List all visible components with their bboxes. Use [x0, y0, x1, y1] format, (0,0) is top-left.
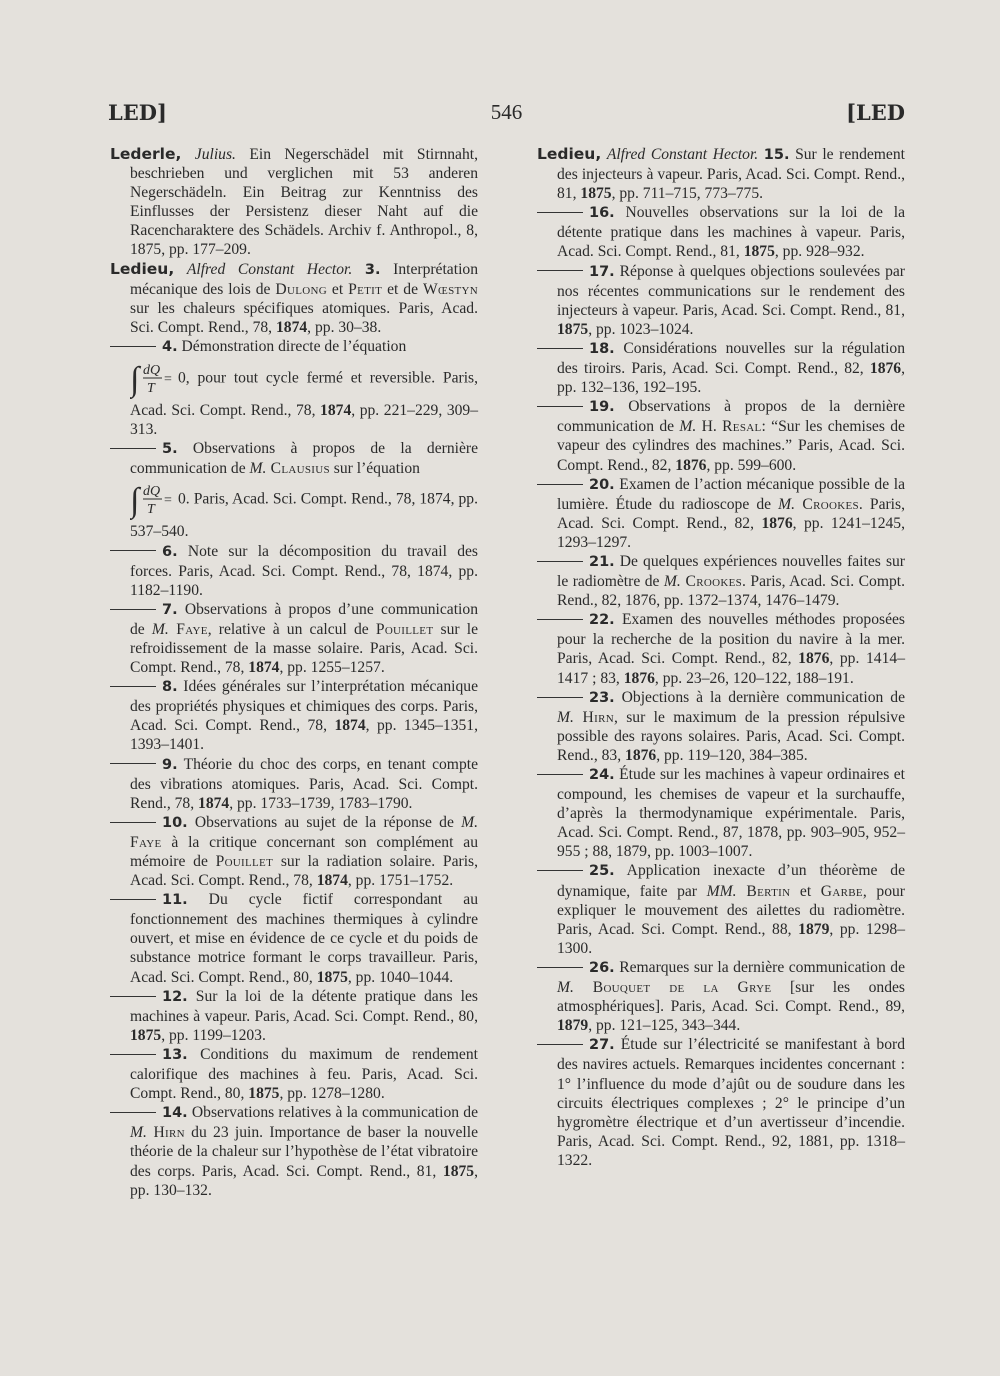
year: 1874 [316, 872, 348, 890]
author-surname: Lederle, [110, 145, 182, 163]
honorific: MM. [706, 882, 737, 900]
entry-text: Considérations nouvelles sur la régulation des tiroirs. Paris, Acad. Sci. Compt. Rend., 82, [557, 339, 905, 378]
honorific: M. [130, 1124, 147, 1142]
honorific: M. [461, 813, 478, 831]
entry-text: sur la radiation solaire. Paris, Acad. Sci. Compt. Rend., 78, [130, 853, 478, 890]
entry-12 [110, 987, 478, 1045]
person-name: Bouquet de la Grye [573, 979, 772, 997]
entry-text: et [790, 882, 821, 900]
entry-number: 21. [589, 553, 615, 570]
entry-number: 5. [162, 441, 178, 458]
entry-8 [110, 677, 478, 754]
entry-text: Étude sur l’électricité se manifestant à bord des navires actuels. Remarques incidentes concernant : 1° l’influence du mode d’ajût ou de soudure dans les circuits électriques complexes ; 2° le principe d’un hygromètre électrique et d’un avertisseur d’incendie. Paris, Acad. Sci. Compt. Rend., 92, 1881, pp. 1318–1322. [557, 1036, 905, 1169]
entry-text: Ein Negerschädel mit Stirnnaht, beschrieben und verglichen mit 53 anderen Negerschädeln. Ein Beitrag zur Kenntniss des Einflusses der Persistenz dieser Naht auf die Racencharaktere des Schädels. Archiv f. Anthropol., 8, 1875, pp. 177–209. [130, 146, 478, 259]
year: 1876 [798, 650, 830, 668]
ditto-rule [110, 822, 156, 823]
entry-text: H. [696, 418, 723, 436]
entry-text: Interprétation mécanique des lois de [130, 260, 478, 298]
year: 1876 [675, 456, 707, 474]
entry-text: sur les chaleurs spécifiques atomiques. Paris, Acad. Sci. Compt. Rend., 78, [130, 299, 478, 336]
entry-lederle [110, 145, 478, 260]
year: 1876 [625, 746, 657, 764]
entry-number: 9. [162, 756, 178, 773]
entry-text: : “Sur les chemises de vapeur des cylindres des machines.” Paris, Acad. Sci. Compt. Rend., 82, [557, 418, 905, 474]
ditto-rule [537, 1044, 583, 1045]
entry-text: , pp. 1199–1203. [161, 1026, 266, 1044]
honorific: M. [151, 620, 169, 638]
honorific: M. [249, 460, 267, 478]
entry-text: , pp. 1040–1044. [347, 968, 454, 986]
ditto-rule [110, 448, 156, 449]
entry-text: , pp. 1278–1280. [279, 1085, 385, 1103]
entry-number: 3. [364, 261, 381, 278]
entry-text: , pp. 1255–1257. [279, 659, 385, 677]
entry-number: 25. [589, 863, 615, 880]
year: 1875 [580, 185, 612, 203]
integral-formula [130, 359, 174, 399]
entry-text: Remarques sur la dernière communication de [614, 958, 905, 976]
entry-text: Observations à propos de la dernière communication de [557, 398, 905, 436]
entry-text: Nouvelles observations sur la loi de la détente pratique dans les machines à vapeur. Paris, Acad. Sci. Compt. Rend., 81, [557, 204, 905, 261]
entry-25 [537, 861, 905, 957]
entry-text: Réponse à quelques objections soulevées par nos récentes communications sur le rendement des injecteurs à vapeur. Paris, Acad. Sci. Compt. Rend., 81, [557, 262, 905, 319]
entry-text: , pp. 23–26, 120–122, 188–191. [654, 669, 854, 687]
year: 1875 [743, 243, 775, 261]
entry-27 [537, 1035, 905, 1170]
entry-text: . Paris, Acad. Sci. Compt. Rend., 82, [557, 495, 905, 532]
entry-text: Démonstration directe de l’équation [177, 337, 407, 355]
entry-number: 7. [162, 601, 178, 618]
entry-19 [537, 397, 905, 474]
ditto-rule [537, 967, 583, 968]
ditto-rule [110, 1054, 156, 1055]
entry-text: , pp. 1414–1417 ; 83, [557, 650, 905, 687]
entry-text: Examen des nouvelles méthodes proposées pour la recherche de la position du navire à la mer. Paris, Acad. Sci. Compt. Rend., 82, [557, 611, 905, 668]
svg-text:dQ: dQ [143, 363, 161, 379]
honorific: M. [557, 708, 574, 726]
year: 1876 [761, 514, 793, 532]
ditto-rule [537, 561, 583, 562]
year: 1874 [248, 659, 280, 677]
entry-number: 14. [162, 1105, 188, 1122]
honorific: M. [778, 495, 796, 513]
page-number: 546 [490, 100, 523, 124]
author-given: Alfred Constant Hector. [186, 260, 353, 278]
header-right: [LED [846, 100, 905, 125]
year: 1874 [275, 318, 308, 336]
ditto-rule [110, 1112, 156, 1113]
entry-text: , pp. 130–132. [130, 1162, 478, 1199]
person-name: Resal [722, 418, 762, 436]
entry-9 [110, 755, 478, 813]
year: 1876 [623, 669, 655, 687]
year: 1874 [198, 794, 230, 812]
right-column [537, 145, 905, 1170]
entry-text: , pp. 1345–1351, 1393–1401. [130, 717, 478, 754]
ditto-rule [537, 406, 583, 407]
ditto-rule [110, 763, 156, 764]
honorific: M. [663, 573, 681, 591]
entry-number: 23. [589, 689, 615, 706]
entry-text: sur l’équation [329, 460, 420, 478]
entry-17 [537, 262, 905, 339]
entry-number: 12. [162, 988, 188, 1005]
entry-text: De quelques expériences nouvelles faites sur le radiomètre de [557, 552, 905, 591]
entry-text: , pp. 1023–1024. [588, 320, 694, 338]
entry-text: . Paris, Acad. Sci. Compt. Rend., 78, 1874, pp. 537–540. [130, 490, 478, 541]
person-name: Faye [168, 620, 208, 638]
entry-20 [537, 475, 905, 552]
entry-23 [537, 688, 905, 765]
svg-text:=: = [164, 372, 172, 388]
entry-text: , relative à un calcul de [207, 620, 376, 638]
entry-text: Application inexacte d’un théorème de dynamique, faite par [557, 862, 905, 900]
entry-text: Observations à propos d’une communication de [130, 600, 478, 638]
year: 1875 [557, 320, 589, 338]
entry-10 [110, 813, 478, 890]
ditto-rule [110, 899, 156, 900]
ditto-rule [110, 346, 156, 347]
entry-text: et de [382, 280, 423, 298]
person-name: Pouillet [375, 620, 434, 638]
entry-text: , pp. 928–932. [774, 243, 865, 261]
entry-text: , pp. 599–600. [706, 456, 797, 474]
honorific: M. [679, 418, 697, 436]
entry-number: 13. [162, 1046, 188, 1063]
entry-number: 10. [162, 814, 188, 831]
person-name: Hirn [573, 708, 614, 726]
svg-text:T: T [147, 381, 155, 397]
author-given: Julius. [194, 146, 236, 163]
entry-number: 20. [589, 476, 615, 493]
ditto-rule [110, 550, 156, 551]
person-name: Wœstyn [422, 280, 478, 298]
person-name: Petit [348, 280, 383, 298]
honorific: M. [557, 979, 574, 997]
entry-text: , pp. 221–229, 309–313. [130, 402, 478, 439]
year: 1874 [334, 717, 366, 735]
ditto-rule [537, 348, 583, 349]
entry-text: Examen de l’action mécanique possible de la lumière. Étude du radioscope de [557, 475, 905, 513]
ditto-rule [110, 996, 156, 997]
entry-text: Sur la loi de la détente pratique dans les machines à vapeur. Paris, Acad. Sci. Compt. Rend., 80, [130, 987, 478, 1025]
entry-text: Idées générales sur l’interprétation mécanique des propriétés physiques et chimiques des corps. Paris, Acad. Sci. Compt. Rend., 78, [130, 678, 478, 735]
ditto-rule [110, 609, 156, 610]
entry-5: 5. Observations à propos de la dernière communication de M. Clausius sur l’équation ∫ dQ T = 0. Paris, Acad. Sci. Compt. Rend., 78, 1874, pp. 537–540. [110, 439, 478, 541]
entry-text: à la critique concernant son complément au mémoire de [130, 833, 478, 870]
year: 1875 [130, 1026, 162, 1044]
author-surname: Ledieu, [110, 259, 175, 278]
year: 1875 [442, 1162, 475, 1180]
entry-text: , pp. 1733–1739, 1783–1790. [229, 794, 413, 812]
entry-text: , pp. 121–125, 343–344. [588, 1017, 741, 1035]
entry-number: 24. [589, 767, 615, 783]
entry-24 [537, 765, 905, 861]
entry-text: sur le refroidissement de la masse solaire. Paris, Acad. Sci. Compt. Rend., 78, [130, 620, 479, 677]
entry-number: 8. [162, 679, 178, 696]
person-name: Bertin [736, 882, 791, 900]
entry-text: Observations relatives à la communication de [187, 1104, 478, 1122]
entry-text: Observations à propos de la dernière communication de [130, 440, 478, 478]
svg-text:∫: ∫ [130, 361, 140, 399]
entry-text: , pp. 1298–1300. [557, 920, 905, 957]
entry-ledieu-3 [110, 260, 478, 337]
entry-15 [537, 145, 905, 203]
entry-text: , pp. 711–715, 773–775. [611, 185, 764, 203]
entry-text: du 23 juin. Importance de baser la nouvelle théorie de la chaleur sur l’hypothèse de l’état vibratoire des corps. Paris, Acad. Sci. Compt. Rend., 81, [130, 1124, 478, 1180]
entry-number: 15. [763, 147, 790, 163]
entry-number: 11. [162, 892, 188, 909]
entry-7 [110, 600, 478, 677]
person-name: Clausius [266, 460, 330, 478]
person-name: Garbe [820, 882, 863, 900]
year: 1874 [320, 402, 352, 420]
svg-text:dQ: dQ [143, 484, 161, 500]
entry-text: Observations au sujet de la réponse de [187, 813, 462, 831]
person-name: Faye [130, 833, 162, 851]
ditto-rule [537, 774, 583, 775]
svg-text:=: = [164, 493, 172, 509]
integral-formula [130, 480, 174, 520]
entry-text: Du cycle fictif correspondant au fonctionnement des machines thermiques à cylindre ouvert, et mise en évidence de ce cycle et du poids de substance motrice formant le corps travailleur. Paris, Acad. Sci. Compt. Rend., 80, [130, 891, 478, 986]
person-name: Pouillet [215, 853, 274, 870]
year: 1876 [869, 360, 902, 378]
entry-16 [537, 203, 905, 261]
entry-14 [110, 1103, 478, 1199]
entry-text: , pour tout cycle fermé et reversible. Paris, Acad. Sci. Compt. Rend., 78, [130, 369, 478, 420]
entry-22 [537, 610, 905, 687]
entry-text: Note sur la décomposition du travail des forces. Paris, Acad. Sci. Compt. Rend., 78, 1874, pp. 1182–1190. [130, 542, 478, 599]
person-name: Crookes [680, 573, 743, 591]
entry-number: 19. [589, 399, 615, 416]
entry-6 [110, 542, 478, 600]
running-header [108, 100, 905, 130]
ditto-rule [537, 697, 583, 698]
entry-text: . Paris, Acad. Sci. Compt. Rend., 82, 1876, pp. 1372–1374, 1476–1479. [557, 573, 905, 610]
entry-number: 17. [589, 263, 615, 280]
entry-text: , pp. 1751–1752. [347, 872, 454, 890]
entry-number: 22. [589, 612, 615, 629]
entry-text: et [326, 280, 349, 298]
entry-text: , pour expliquer le mouvement des ailettes du radiomètre. Paris, Acad. Sci. Compt. Rend., 88, [557, 882, 905, 938]
entry-text: Théorie du choc des corps, en tenant compte des vibrations atomiques. Paris, Acad. Sci. Compt. Rend., 78, [130, 755, 478, 812]
author-surname: Ledieu, [537, 145, 602, 163]
year: 1875 [316, 968, 348, 986]
ditto-rule [537, 484, 583, 485]
year: 1879 [798, 920, 830, 938]
entry-text: , pp. 132–136, 192–195. [557, 360, 905, 397]
entry-number: 6. [162, 543, 178, 560]
header-left: LED] [108, 100, 167, 125]
author-given: Alfred Constant Hector. [606, 146, 759, 163]
entry-number: 27. [589, 1037, 615, 1054]
entry-text: Sur le rendement des injecteurs à vapeur. Paris, Acad. Sci. Compt. Rend., 81, [557, 146, 905, 203]
person-name: Dulong [275, 280, 327, 298]
entry-18 [537, 339, 905, 397]
entry-26 [537, 958, 905, 1035]
entry-text: , sur le maximum de la pression répulsive possible des rayons solaires. Paris, Acad. Sci. Compt. Rend., 83, [557, 708, 905, 764]
entry-text: , pp. 119–120, 384–385. [656, 746, 808, 764]
entry-21 [537, 552, 905, 610]
entry-number: 4. [162, 338, 178, 355]
entry-text: [sur les ondes atmosphériques]. Paris, Acad. Sci. Compt. Rend., 89, [557, 979, 905, 1016]
entry-text: Conditions du maximum de rendement calorifique des machines à feu. Paris, Acad. Sci. Compt. Rend., 80, [130, 1045, 478, 1103]
svg-text:∫: ∫ [130, 482, 140, 520]
entry-text: , pp. 1241–1245, 1293–1297. [557, 514, 905, 551]
ditto-rule [537, 270, 583, 271]
ditto-rule [110, 686, 156, 687]
svg-text:T: T [147, 502, 155, 518]
entry-number: 26. [589, 959, 615, 976]
entry-text: Objections à la dernière communication de [614, 688, 905, 706]
entry-4: 4. Démonstration directe de l’équation ∫ dQ T = 0, pour tout cycle fermé et reversible. Paris, Acad. Sci. Compt. Rend., 78, 1874, pp. 221–229, 309–313. [110, 337, 478, 439]
year: 1879 [557, 1017, 589, 1035]
ditto-rule [537, 870, 583, 871]
entry-number: 16. [589, 205, 615, 222]
person-name: Hirn [146, 1124, 185, 1142]
entry-text: Étude sur les machines à vapeur ordinaires et compound, les chemises de vapeur et la surchauffe, d’après la thermodynamique expérimentale. Paris, Acad. Sci. Compt. Rend., 87, 1878, pp. 903–905, 952–955 ; 88, 1879, pp. 1003–1007. [557, 766, 905, 861]
entry-11 [110, 890, 478, 986]
left-column [110, 145, 478, 1200]
year: 1875 [248, 1085, 280, 1103]
entry-text: , pp. 30–38. [307, 318, 382, 336]
entry-13 [110, 1045, 478, 1103]
ditto-rule [537, 212, 583, 213]
ditto-rule [537, 619, 583, 620]
entry-number: 18. [589, 340, 615, 357]
person-name: Crookes [795, 495, 859, 513]
